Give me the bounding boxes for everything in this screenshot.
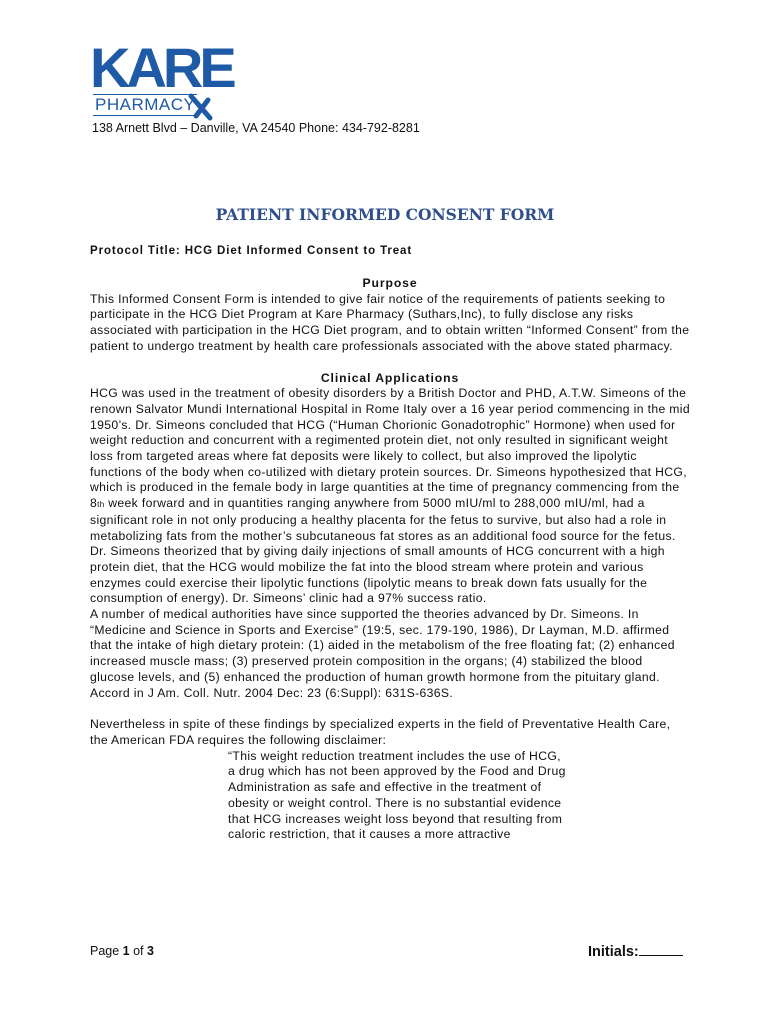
page-total: 3 (147, 944, 154, 958)
protocol-title: Protocol Title: HCG Diet Informed Consent to Treat (90, 245, 413, 257)
initials-field (588, 941, 683, 960)
clinical-p1-before: HCG was used in the treatment of obesity disorders by a British Doctor and PHD, A.T.W. Simeons of the renown Salvator Mundi International Hospital in Rome Italy over a 16 year period commencing in the mid 1950’s. Dr. Simeons concluded that HCG (“Human Chorionic Gonadotrophic” Hormone) when used for weight reduction and concurrent with a regimented protein diet, not only resulted in significant weight loss from targeted areas where fat deposits were likely to collect, but also improved the lipolytic functions of the body when co-utilized with dietary protein sources. Dr. Simeons hypothesized that HCG, which is produced in the female body in large quantities at the time of pregnancy commencing from the 8 (90, 386, 690, 511)
clinical-heading: Clinical Applications (320, 370, 460, 385)
purpose-heading: Purpose (362, 276, 418, 290)
rx-icon (188, 92, 218, 122)
logo-brand: KARE (90, 36, 233, 99)
clinical-paragraph-1 (90, 386, 690, 607)
initials-line (639, 941, 683, 956)
page-number (90, 944, 154, 958)
logo-subtitle: PHARMACY (95, 95, 196, 114)
page-current: 1 (122, 944, 130, 958)
clinical-paragraph-3: Nevertheless in spite of these findings by specialized experts in the field of Preventative Health Care, the American FDA requires the following disclaimer: (90, 717, 671, 747)
ordinal-suffix: th (97, 500, 105, 510)
form-title: PATIENT INFORMED CONSENT FORM (215, 205, 555, 224)
clinical-paragraph-2: A number of medical authorities have since supported the theories advanced by Dr. Simeons. In “Medicine and Science in Sports and Exercise” (19:5, sec. 179-190, 1986), Dr Layman, M.D. affirmed that the intake of high dietary protein: (1) aided in the metabolism of the free floating fat; (2) enhanced increased muscle mass; (3) preserved protein composition in the organs; (4) stabilized the blood glucose levels, and (5) enhanced the production of human growth hormone from the pituitary gland. Accord in J Am. Coll. Nutr. 2004 Dec: 23 (6:Suppl): 631S-636S. (90, 607, 675, 700)
page-prefix: Page (90, 944, 123, 958)
purpose-text: This Informed Consent Form is intended to give fair notice of the requirements of patients seeking to participate in the HCG Diet Program at Kare Pharmacy (Suthars,Inc), to fully disclose any risks associated with participation in the HCG Diet program, and to obtain written “Informed Consent” from the patient to undergo treatment by health care professionals associated with the above stated pharmacy. (90, 291, 690, 353)
pharmacy-address: 138 Arnett Blvd – Danville, VA 24540 Phone: 434-792-8281 (92, 121, 420, 135)
page-of: of (129, 944, 147, 958)
kare-pharmacy-logo (90, 36, 240, 122)
document-body (90, 276, 690, 843)
clinical-p1-after: week forward and in quantities ranging anywhere from 5000 mIU/ml to 288,000 mIU/ml, had a significant role in not only producing a healthy placenta for the fetus to survive, but also had a role in metabolizing fats from the mother’s subcutaneous fat stores as an additional food source for the fetus. Dr. Simeons theorized that by giving daily injections of small amounts of HCG concurrent with a high protein diet, that the HCG would mobilize the fat into the blood stream where protein and various enzymes could exercise their lipolytic functions (lipolytic means to break down fats usually for the consumption of energy). Dr. Simeons’ clinic had a 97% success ratio. (90, 496, 676, 606)
initials-label: Initials: (588, 944, 639, 960)
fda-disclaimer-quote: “This weight reduction treatment includes the use of HCG, a drug which has not been approved by the Food and Drug Administration as safe and effective in the treatment of obesity or weight control. There is no substantial evidence that HCG increases weight loss beyond that resulting from caloric restriction, that it causes a more attractive (228, 748, 566, 842)
